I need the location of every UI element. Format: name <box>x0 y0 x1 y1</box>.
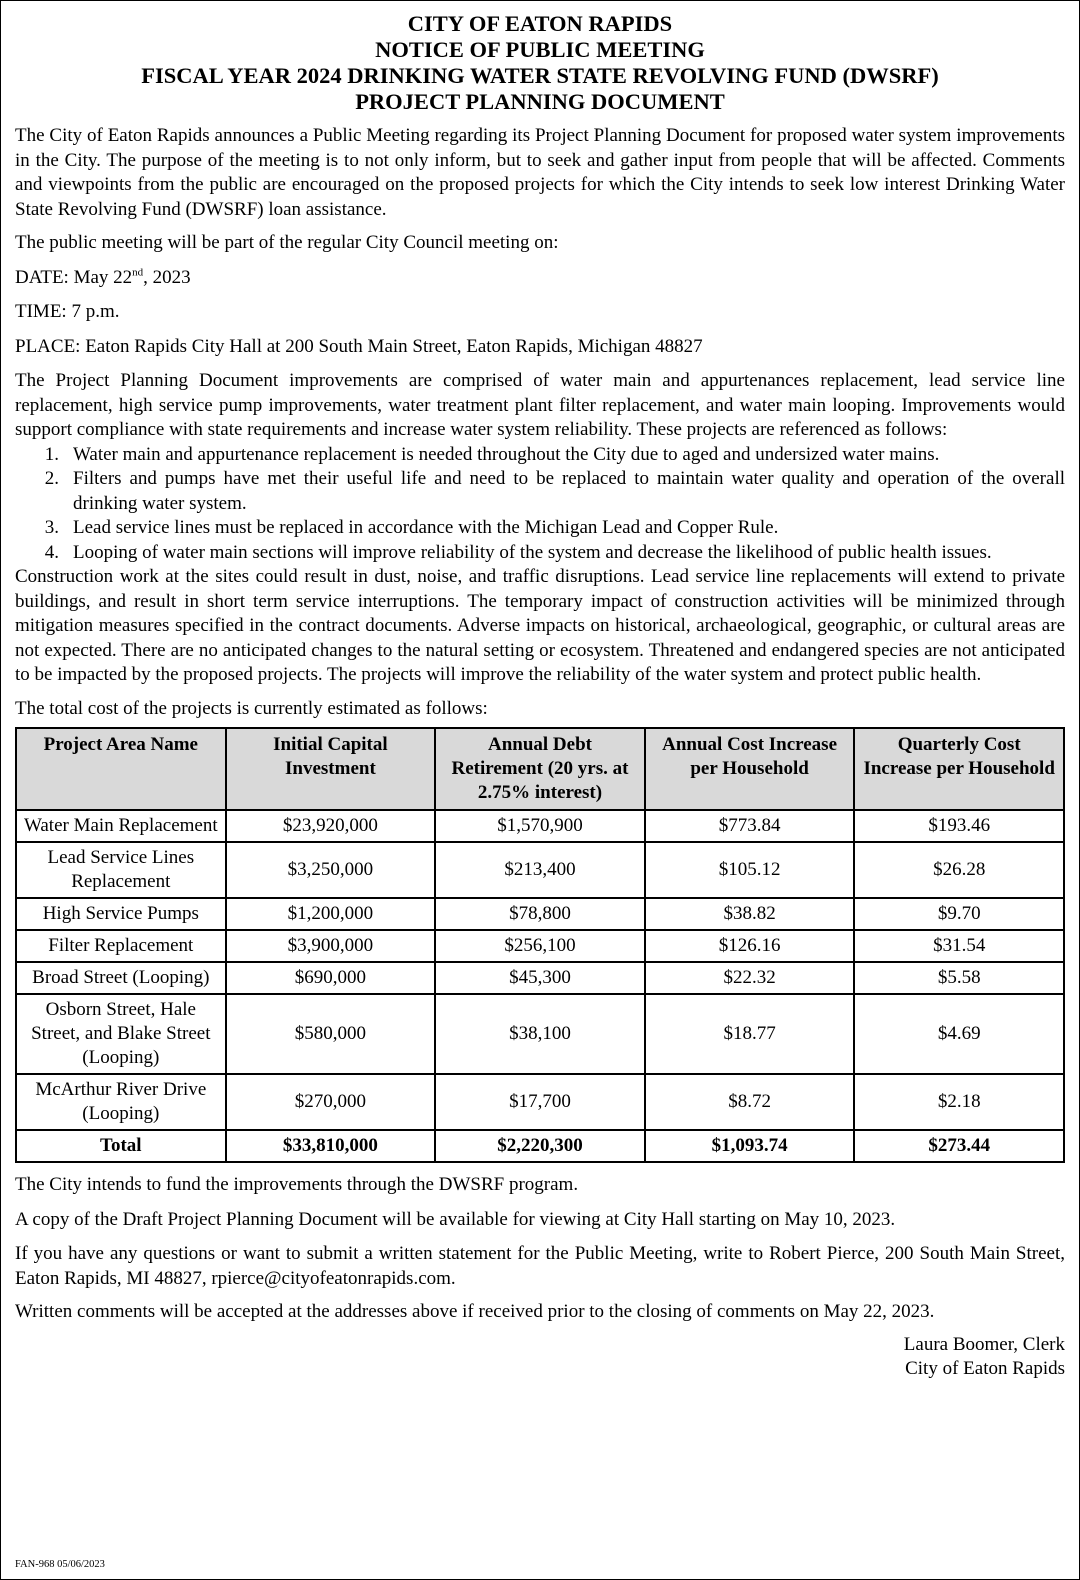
cell-capital: $580,000 <box>226 994 436 1074</box>
title-line-document: PROJECT PLANNING DOCUMENT <box>355 89 725 114</box>
list-item-number: 3. <box>44 517 59 538</box>
cell-project: Water Main Replacement <box>16 810 226 842</box>
column-header-annual: Annual Cost Increase per Household <box>645 728 855 810</box>
title-line-city: CITY OF EATON RAPIDS <box>407 11 673 36</box>
signature-org: City of Eaton Rapids <box>905 1358 1065 1379</box>
column-header-quarterly: Quarterly Cost Increase per Household <box>854 728 1064 810</box>
cell-quarterly: $193.46 <box>854 810 1064 842</box>
list-item <box>15 467 1065 516</box>
title-line-notice: NOTICE OF PUBLIC MEETING <box>375 37 705 62</box>
table-row <box>16 842 1064 898</box>
table-row <box>16 930 1064 962</box>
cell-annual: $22.32 <box>645 962 855 994</box>
list-item-text: Lead service lines must be replaced in accordance with the Michigan Lead and Copper Rule. <box>73 517 779 538</box>
meeting-date-year: , 2023 <box>143 266 191 288</box>
project-list <box>15 443 1065 566</box>
cell-quarterly: $31.54 <box>854 930 1064 962</box>
cell-project: Lead Service Lines Replacement <box>16 842 226 898</box>
total-debt: $2,220,300 <box>435 1130 645 1162</box>
meeting-place: PLACE: Eaton Rapids City Hall at 200 South Main Street, Eaton Rapids, Michigan 48827 <box>15 335 703 357</box>
construction-paragraph: Construction work at the sites could result in dust, noise, and traffic disruptions. Lead service line replacements will extend to private buildings, and result in short term service interruptions. The temporary impact of construction activities will be minimized through mitigation measures specified in the contract documents. Adverse impacts on historical, archaeological, geographic, or cultural areas are not expected. There are no anticipated changes to the natural setting or ecosystem. Threatened and endangered species are not anticipated to be impacted by the proposed projects. The projects will improve the reliability of the water system and protect public health. <box>15 566 1065 685</box>
notice-title <box>15 11 1065 115</box>
cell-capital: $3,250,000 <box>226 842 436 898</box>
table-header-row <box>16 728 1064 810</box>
cost-intro: The total cost of the projects is currently estimated as follows: <box>15 697 488 719</box>
meeting-date-text: DATE: May 22 <box>15 266 133 288</box>
cell-annual: $38.82 <box>645 898 855 930</box>
cell-annual: $126.16 <box>645 930 855 962</box>
list-item-number: 1. <box>44 443 59 465</box>
comments-paragraph: Written comments will be accepted at the addresses above if received prior to the closing of comments on May 22, 2023. <box>15 1301 935 1322</box>
table-total-row <box>16 1130 1064 1162</box>
cell-annual: $18.77 <box>645 994 855 1074</box>
list-item <box>15 443 1065 468</box>
cell-annual: $773.84 <box>645 810 855 842</box>
total-label: Total <box>16 1130 226 1162</box>
cell-debt: $256,100 <box>435 930 645 962</box>
cell-annual: $105.12 <box>645 842 855 898</box>
cell-quarterly: $5.58 <box>854 962 1064 994</box>
table-row <box>16 898 1064 930</box>
list-item-text: Water main and appurtenance replacement is needed throughout the City due to aged and undersized water mains. <box>73 443 940 465</box>
cell-quarterly: $9.70 <box>854 898 1064 930</box>
total-quarterly: $273.44 <box>854 1130 1064 1162</box>
copy-available-paragraph: A copy of the Draft Project Planning Document will be available for viewing at City Hall starting on May 10, 2023. <box>15 1208 896 1230</box>
column-header-capital: Initial Capital Investment <box>226 728 436 810</box>
table-row <box>16 1074 1064 1130</box>
cell-project: High Service Pumps <box>16 898 226 930</box>
table-row <box>16 962 1064 994</box>
cell-debt: $17,700 <box>435 1074 645 1130</box>
table-row <box>16 994 1064 1074</box>
ad-footer-code: FAN-968 05/06/2023 <box>15 1559 105 1570</box>
cell-quarterly: $4.69 <box>854 994 1064 1074</box>
cell-project: Broad Street (Looping) <box>16 962 226 994</box>
meeting-date-suffix: nd <box>132 266 144 279</box>
intro-paragraph: The City of Eaton Rapids announces a Public Meeting regarding its Project Planning Document for proposed water system improvements in the City. The purpose of the meeting is to not only inform, but to seek and gather input from people that will be affected. Comments and viewpoints from the public are encouraged on the proposed projects for which the City intends to seek low interest Drinking Water State Revolving Fund (DWSRF) loan assistance. <box>15 125 1065 220</box>
list-item-number: 2. <box>44 468 59 489</box>
improvements-paragraph: The Project Planning Document improvements are comprised of water main and appurtenances replacement, lead service line replacement, high service pump improvements, water treatment plant filter replacement, and water main looping. Improvements would support compliance with state requirements and increase water system reliability. These projects are referenced as follows: <box>15 370 1065 440</box>
total-capital: $33,810,000 <box>226 1130 436 1162</box>
signature-block <box>15 1333 1065 1382</box>
list-item-number: 4. <box>44 541 59 563</box>
cell-quarterly: $26.28 <box>854 842 1064 898</box>
meeting-date <box>15 266 1065 291</box>
list-item-text: Filters and pumps have met their useful life and need to be replaced to maintain water quality and operation of the overall drinking water system. <box>73 468 1065 514</box>
meeting-time: TIME: 7 p.m. <box>15 301 120 322</box>
column-header-debt: Annual Debt Retirement (20 yrs. at 2.75% interest) <box>435 728 645 810</box>
funding-paragraph: The City intends to fund the improvements through the DWSRF program. <box>15 1174 579 1195</box>
cell-debt: $45,300 <box>435 962 645 994</box>
cell-debt: $213,400 <box>435 842 645 898</box>
cell-capital: $1,200,000 <box>226 898 436 930</box>
meeting-intro: The public meeting will be part of the regular City Council meeting on: <box>15 232 559 253</box>
questions-paragraph: If you have any questions or want to submit a written statement for the Public Meeting, write to Robert Pierce, 200 South Main Street, Eaton Rapids, MI 48827, rpierce@cityofeatonrapids.com. <box>15 1243 1065 1289</box>
cell-project: Filter Replacement <box>16 930 226 962</box>
cell-annual: $8.72 <box>645 1074 855 1130</box>
table-row <box>16 810 1064 842</box>
cell-debt: $38,100 <box>435 994 645 1074</box>
cell-project: Osborn Street, Hale Street, and Blake Street (Looping) <box>16 994 226 1074</box>
column-header-project: Project Area Name <box>16 728 226 810</box>
cell-capital: $23,920,000 <box>226 810 436 842</box>
cell-capital: $690,000 <box>226 962 436 994</box>
cell-debt: $78,800 <box>435 898 645 930</box>
list-item-text: Looping of water main sections will improve reliability of the system and decrease the likelihood of public health issues. <box>73 541 992 563</box>
cell-quarterly: $2.18 <box>854 1074 1064 1130</box>
signature-name: Laura Boomer, Clerk <box>903 1333 1065 1355</box>
list-item <box>15 516 1065 541</box>
cell-project: McArthur River Drive (Looping) <box>16 1074 226 1130</box>
cell-capital: $270,000 <box>226 1074 436 1130</box>
cell-capital: $3,900,000 <box>226 930 436 962</box>
cell-debt: $1,570,900 <box>435 810 645 842</box>
list-item <box>15 541 1065 566</box>
cost-table <box>15 727 1065 1163</box>
total-annual: $1,093.74 <box>645 1130 855 1162</box>
title-line-fund: FISCAL YEAR 2024 DRINKING WATER STATE REVOLVING FUND (DWSRF) <box>141 63 939 88</box>
